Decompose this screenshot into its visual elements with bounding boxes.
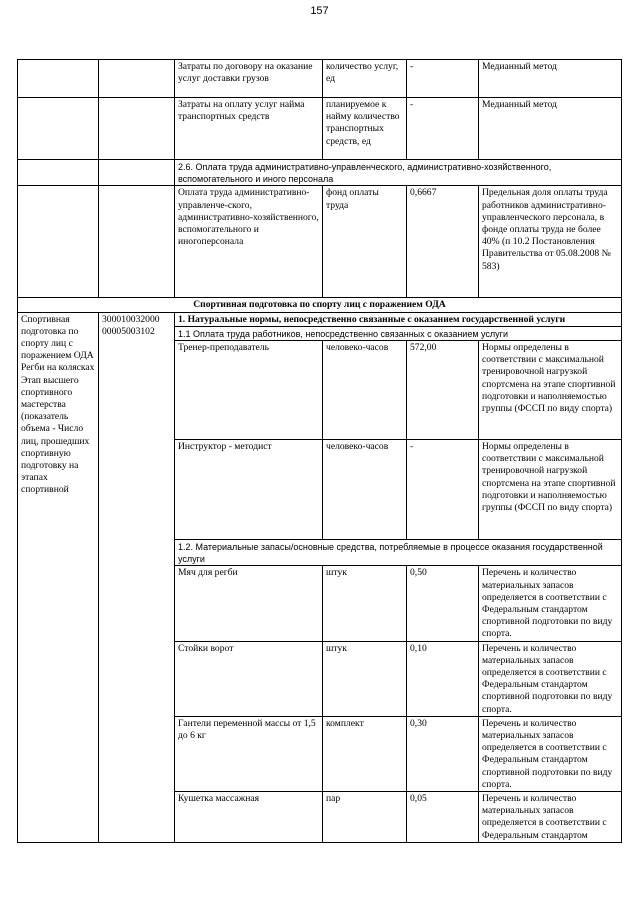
value-cell: 0,05: [407, 792, 479, 843]
empty-cell: [18, 98, 99, 160]
cost-name-cell: Гантели переменной массы от 1,5 до 6 кг: [175, 716, 323, 791]
unit-cell: планируемое к найму количество транспортных средств, ед: [323, 98, 407, 160]
method-cell: Перечень и количество материальных запасов определяется в соответствии с Федеральным стандартом спортивной подготовки по виду спорта.: [479, 641, 622, 716]
section-1-2-title: 1.2. Материальные запасы/основные средства, потребляемые в процессе оказания государственной услуги: [175, 540, 622, 566]
empty-cell: [99, 186, 175, 298]
value-cell: 0,50: [407, 566, 479, 641]
unit-cell: комплект: [323, 716, 407, 791]
value-cell: -: [407, 60, 479, 98]
unit-cell: количество услуг, ед: [323, 60, 407, 98]
value-cell: -: [407, 440, 479, 540]
sport-heading: Спортивная подготовка по спорту лиц с поражением ОДА: [18, 298, 622, 312]
service-code-cell: 300010032000 00005003102: [99, 312, 175, 842]
value-cell: -: [407, 98, 479, 160]
table-row: [18, 160, 622, 186]
empty-cell: [18, 160, 99, 186]
method-cell: Перечень и количество материальных запасов определяется в соответствии с Федеральным стандартом: [479, 792, 622, 843]
empty-cell: [99, 160, 175, 186]
value-cell: 0,30: [407, 716, 479, 791]
section-1-1-title: 1.1 Оплата труда работников, непосредственно связанных с оказанием услуги: [175, 326, 622, 340]
table-row: [18, 312, 622, 326]
value-cell: 0,6667: [407, 186, 479, 298]
table-row: [18, 298, 622, 312]
cost-name-cell: Тренер-преподаватель: [175, 341, 323, 440]
table-row: [18, 98, 622, 160]
value-cell: 0,10: [407, 641, 479, 716]
empty-cell: [18, 60, 99, 98]
section-2-6-title: 2.6. Оплата труда административно-управленческого, административно-хозяйственного, вспомогательного и иного персонала: [175, 160, 622, 186]
empty-cell: [99, 98, 175, 160]
method-cell: Нормы определены в соответствии с максимальной тренировочной нагрузкой спортсмена на этапе спортивной подготовки и наполняемостью группы (ФССП по виду спорта): [479, 341, 622, 440]
unit-cell: пар: [323, 792, 407, 843]
cost-name-cell: Затраты на оплату услуг найма транспортных средств: [175, 98, 323, 160]
method-cell: Перечень и количество материальных запасов определяется в соответствии с Федеральным стандартом спортивной подготовки по виду спорта.: [479, 716, 622, 791]
page-number: 157: [310, 5, 329, 17]
empty-cell: [18, 186, 99, 298]
unit-cell: фонд оплаты труда: [323, 186, 407, 298]
section-1-title: 1. Натуральные нормы, непосредственно связанные с оказанием государственной услуги: [175, 312, 622, 326]
empty-cell: [99, 60, 175, 98]
unit-cell: человеко-часов: [323, 341, 407, 440]
table-row: [18, 60, 622, 98]
method-cell: Медианный метод: [479, 98, 622, 160]
value-cell: 572,00: [407, 341, 479, 440]
cost-name-cell: Затраты по договору на оказание услуг доставки грузов: [175, 60, 323, 98]
table-row: [18, 186, 622, 298]
method-cell: Предельная доля оплаты труда работников административно-управленческого персонала, в фонде оплаты труда не более 40% (п 10.2 Постановления Правительства от 05.08.2008 № 583): [479, 186, 622, 298]
method-cell: Медианный метод: [479, 60, 622, 98]
service-name-cell: Спортивная подготовка по спорту лиц с поражением ОДА Регби на колясках Этап высшего спортивного мастерства (показатель объема - Число лиц, прошедших спортивную подготовку на этапах спортивной: [18, 312, 99, 842]
norms-table: [17, 59, 622, 843]
method-cell: Нормы определены в соответствии с максимальной тренировочной нагрузкой спортсмена на этапе спортивной подготовки и наполняемостью группы (ФССП по виду спорта): [479, 440, 622, 540]
cost-name-cell: Оплата труда административно-управленче-ского, административно-хозяйственного, вспомогательного и иногоперсонала: [175, 186, 323, 298]
cost-name-cell: Инструктор - методист: [175, 440, 323, 540]
unit-cell: человеко-часов: [323, 440, 407, 540]
cost-name-cell: Кушетка массажная: [175, 792, 323, 843]
cost-name-cell: Стойки ворот: [175, 641, 323, 716]
cost-name-cell: Мяч для регби: [175, 566, 323, 641]
unit-cell: штук: [323, 641, 407, 716]
method-cell: Перечень и количество материальных запасов определяется в соответствии с Федеральным стандартом спортивной подготовки по виду спорта.: [479, 566, 622, 641]
unit-cell: штук: [323, 566, 407, 641]
